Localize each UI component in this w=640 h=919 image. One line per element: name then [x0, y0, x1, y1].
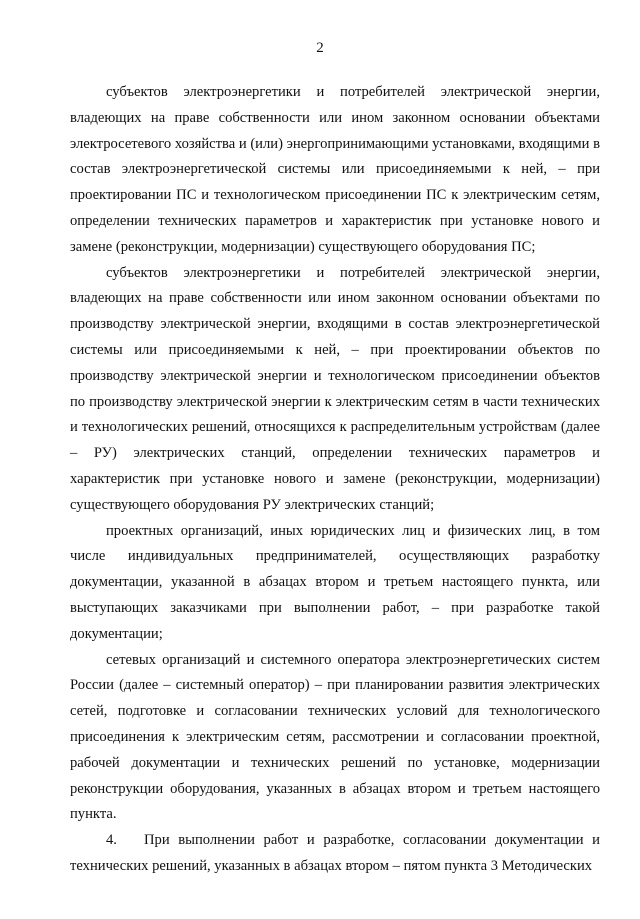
paragraph-1: субъектов электроэнергетики и потребителей электрической энергии, владеющих на праве собственности или ином законном основании объектами электросетевого хозяйства и (или) энергопринимающими установками, входящими в состав электроэнергетической системы или присоединяемыми к ней, – при проектировании ПС и технологическом присоединении ПС к электрическим сетям, определении технических параметров и характеристик при установке нового и замене (реконструкции, модернизации) существующего оборудования ПС;: [70, 84, 600, 255]
paragraph-number: 4.: [106, 832, 117, 849]
paragraph-3: проектных организаций, иных юридических лиц и физических лиц, в том числе индивидуальных предпринимателей, осуществляющих разработку документации, указанной в абзацах втором и третьем настоящего пункта, или выступающих заказчиками при выполнении работ, – при разработке такой документации;: [70, 522, 600, 642]
numbered-paragraph-text: При выполнении работ и разработке, согласовании документации и технических решений, указанных в абзацах втором – пятом пункта 3 Методических: [70, 832, 600, 874]
paragraph-2: субъектов электроэнергетики и потребителей электрической энергии, владеющих на праве собственности или ином законном основании объектами по производству электрической энергии, входящими в состав электроэнергетической системы или присоединяемыми к ней, – при проектировании объектов по производству электрической энергии и технологическом присоединении объектов по производству электрической энергии к электрическим сетям в части технических и технологических решений, относящихся к распределительным устройствам (далее – РУ) электрических станций, определении технических параметров и характеристик при установке нового и замене (реконструкции, модернизации) существующего оборудования РУ электрических станций;: [70, 264, 600, 513]
document-body: [70, 80, 600, 880]
numbered-paragraph-4: [70, 828, 600, 880]
page-number: 2: [316, 40, 324, 56]
paragraph-4: сетевых организаций и системного оператора электроэнергетических систем России (далее – системный оператор) – при планировании развития электрических сетей, подготовке и согласовании технических условий для технологического присоединения к электрическим сетям, рассмотрении и согласовании проектной, рабочей документации и технических решений по установке, модернизации реконструкции оборудования, указанных в абзацах втором и третьем настоящего пункта.: [70, 651, 600, 823]
